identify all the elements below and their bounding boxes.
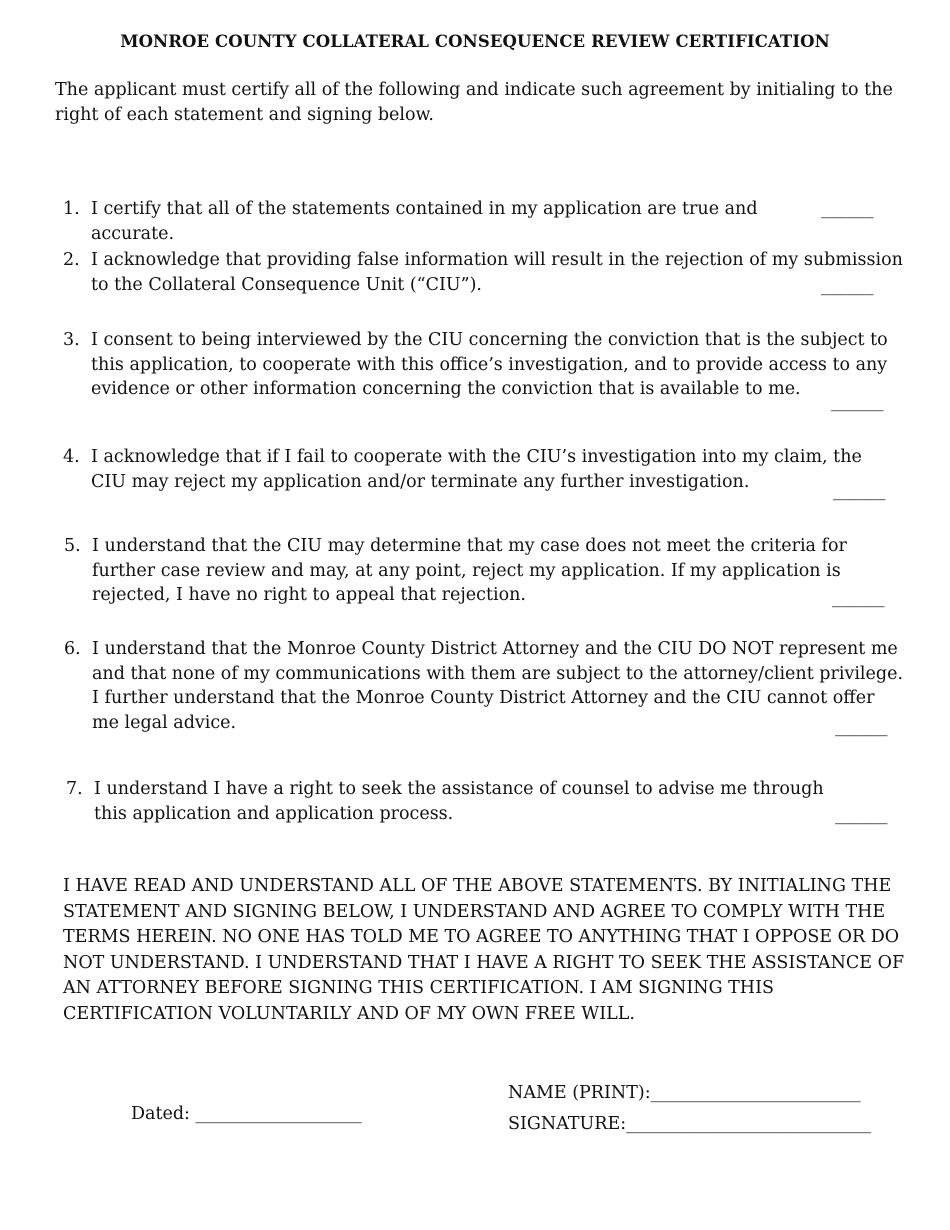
initial-blank[interactable]: ______ [835,805,888,825]
statement-number: 7. [66,779,83,799]
name-print-field[interactable]: NAME (PRINT):________________________ [508,1083,861,1103]
statement-text: I understand that the CIU may determine that my case does not meet the criteria for further case review and may, at any point, reject my application. If my application is rejected, I have no right to appeal that rejection. [92,536,847,605]
statement-text: I acknowledge that if I fail to cooperate with the CIU’s investigation into my claim, the CIU may reject my application and/or terminate any further investigation. [91,447,862,492]
statement-text: I certify that all of the statements contained in my application are true and accurate. [91,199,758,244]
initial-blank[interactable]: ______ [821,276,874,296]
document-title: MONROE COUNTY COLLATERAL CONSEQUENCE REVIEW CERTIFICATION [120,32,830,51]
statement-text: I understand that the Monroe County District Attorney and the CIU DO NOT represent me and that none of my communications with them are subject to the attorney/client privilege. I further understand that the Monroe County District Attorney and the CIU cannot offer me legal advice. [92,639,904,733]
statement-number: 6. [64,639,81,659]
statement-text: I consent to being interviewed by the CIU concerning the conviction that is the subject to this application, to cooperate with this office’s investigation, and to provide access to any evidence or other information concerning the conviction that is available to me. [91,330,888,399]
dated-field[interactable]: Dated: ___________________ [131,1104,362,1124]
statement-number: 4. [63,447,80,467]
statement-number: 1. [63,199,80,219]
initial-blank[interactable]: ______ [832,588,885,608]
statement-number: 2. [63,250,80,270]
statement-number: 5. [64,536,81,556]
intro-paragraph: The applicant must certify all of the following and indicate such agreement by initialing to the right of each statement and signing below. [55,80,893,125]
initial-blank[interactable]: ______ [833,481,886,501]
initial-blank[interactable]: ______ [835,717,888,737]
statement-text: I acknowledge that providing false information will result in the rejection of my submission to the Collateral Consequence Unit (“CIU”). [91,250,903,295]
initial-blank[interactable]: ______ [821,199,874,219]
closing-statement: I HAVE READ AND UNDERSTAND ALL OF THE ABOVE STATEMENTS. BY INITIALING THE STATEMENT AND SIGNING BELOW, I UNDERSTAND AND AGREE TO COMPLY WITH THE TERMS HEREIN. NO ONE HAS TOLD ME TO AGREE TO ANYTHING THAT I OPPOSE OR DO NOT UNDERSTAND. I UNDERSTAND THAT I HAVE A RIGHT TO SEEK THE ASSISTANCE OF AN ATTORNEY BEFORE SIGNING THIS CERTIFICATION. I AM SIGNING THIS CERTIFICATION VOLUNTARILY AND OF MY OWN FREE WILL. [63,876,905,1024]
signature-field[interactable]: SIGNATURE:____________________________ [508,1114,872,1134]
initial-blank[interactable]: ______ [831,392,884,412]
statement-text: I understand I have a right to seek the assistance of counsel to advise me through this application and application process. [94,779,824,824]
statement-number: 3. [63,330,80,350]
